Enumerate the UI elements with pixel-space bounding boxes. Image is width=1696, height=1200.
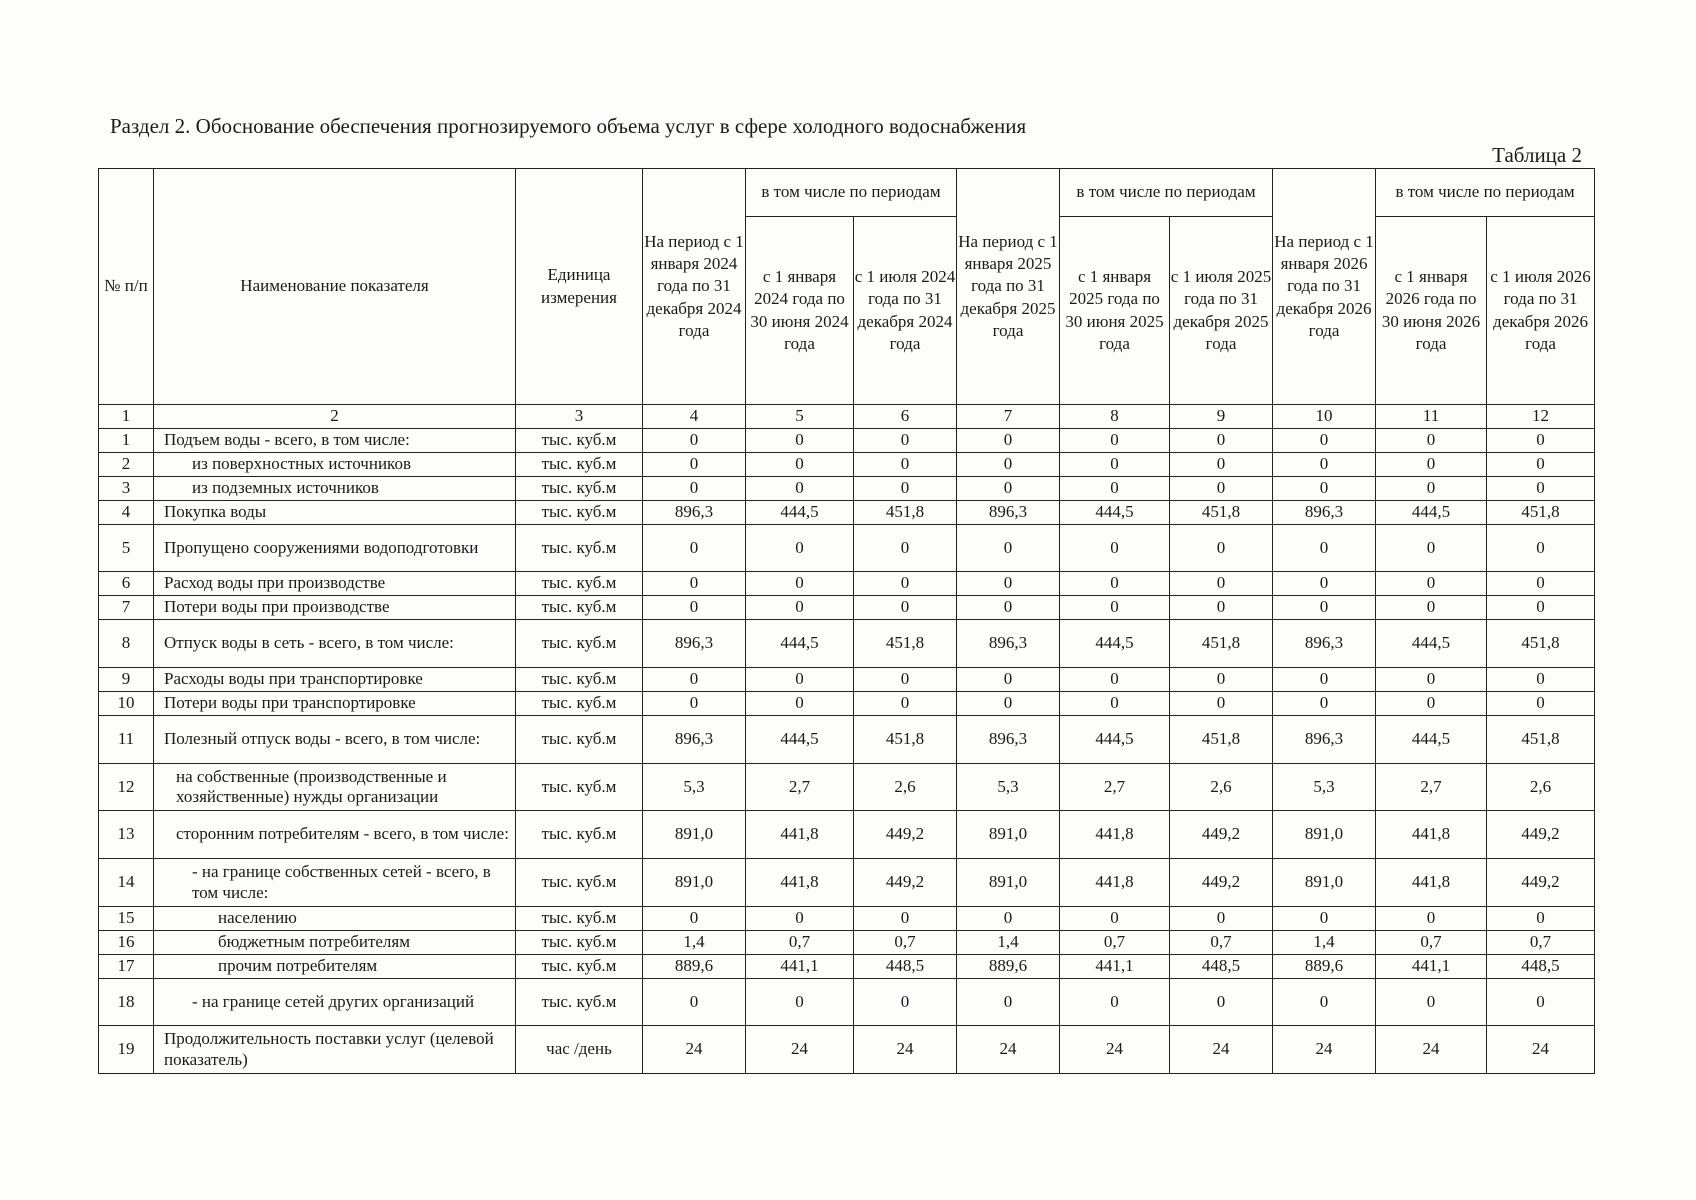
- value-cell: 0: [957, 596, 1060, 620]
- header-period-2025: На период с 1 января 2025 года по 31 декабря 2025 года: [957, 169, 1060, 405]
- value-cell: 0: [643, 572, 746, 596]
- unit: тыс. куб.м: [516, 453, 643, 477]
- indicator-name: Полезный отпуск воды - всего, в том числе:: [154, 716, 516, 764]
- value-cell: 24: [1170, 1026, 1273, 1074]
- value-cell: 441,8: [746, 859, 854, 907]
- row-number: 5: [99, 525, 154, 572]
- value-cell: 0: [1060, 429, 1170, 453]
- header-incl-periods-2024: в том числе по периодам: [746, 169, 957, 217]
- row-number: 14: [99, 859, 154, 907]
- value-cell: 0: [1170, 429, 1273, 453]
- value-cell: 24: [1487, 1026, 1595, 1074]
- value-cell: 0: [1273, 525, 1376, 572]
- value-cell: 5,3: [643, 764, 746, 811]
- value-cell: 0: [643, 477, 746, 501]
- header-period-2026: На период с 1 января 2026 года по 31 декабря 2026 года: [1273, 169, 1376, 405]
- unit: час /день: [516, 1026, 643, 1074]
- indicator-name: на собственные (производственные и хозяйственные) нужды организации: [154, 764, 516, 811]
- value-cell: 889,6: [957, 955, 1060, 979]
- value-cell: 896,3: [1273, 716, 1376, 764]
- value-cell: 444,5: [746, 716, 854, 764]
- unit: тыс. куб.м: [516, 620, 643, 668]
- value-cell: 441,1: [1376, 955, 1487, 979]
- table-row: [99, 620, 1595, 668]
- value-cell: 0,7: [1170, 931, 1273, 955]
- table-row: [99, 811, 1595, 859]
- indicator-name: - на границе сетей других организаций: [154, 979, 516, 1026]
- value-cell: 0: [854, 525, 957, 572]
- value-cell: 0: [957, 692, 1060, 716]
- row-number: 12: [99, 764, 154, 811]
- row-number: 1: [99, 429, 154, 453]
- indicator-name: населению: [154, 907, 516, 931]
- indicator-name: бюджетным потребителям: [154, 931, 516, 955]
- value-cell: 0: [957, 453, 1060, 477]
- value-cell: 449,2: [1487, 859, 1595, 907]
- indicator-name: прочим потребителям: [154, 955, 516, 979]
- value-cell: 0: [1487, 979, 1595, 1026]
- value-cell: 0: [1170, 668, 1273, 692]
- value-cell: 0: [854, 979, 957, 1026]
- value-cell: 0: [1487, 572, 1595, 596]
- value-cell: 0: [957, 429, 1060, 453]
- value-cell: 0: [1376, 979, 1487, 1026]
- value-cell: 0: [854, 668, 957, 692]
- value-cell: 451,8: [1170, 501, 1273, 525]
- value-cell: 0: [854, 477, 957, 501]
- value-cell: 891,0: [1273, 811, 1376, 859]
- value-cell: 0: [1376, 453, 1487, 477]
- indicator-name: Продолжительность поставки услуг (целевой показатель): [154, 1026, 516, 1074]
- value-cell: 891,0: [643, 811, 746, 859]
- indicator-name: Расходы воды при транспортировке: [154, 668, 516, 692]
- value-cell: 0: [1273, 477, 1376, 501]
- header-period-2024: На период с 1 января 2024 года по 31 декабря 2024 года: [643, 169, 746, 405]
- col-number: 10: [1273, 405, 1376, 429]
- value-cell: 0: [957, 979, 1060, 1026]
- value-cell: 891,0: [957, 859, 1060, 907]
- value-cell: 0: [746, 525, 854, 572]
- unit: тыс. куб.м: [516, 596, 643, 620]
- value-cell: 0: [854, 572, 957, 596]
- value-cell: 2,7: [746, 764, 854, 811]
- header-unit: Единица измерения: [516, 169, 643, 405]
- unit: тыс. куб.м: [516, 955, 643, 979]
- value-cell: 0: [1060, 572, 1170, 596]
- value-cell: 0: [643, 668, 746, 692]
- value-cell: 449,2: [854, 811, 957, 859]
- value-cell: 2,6: [1170, 764, 1273, 811]
- value-cell: 896,3: [643, 501, 746, 525]
- value-cell: 0: [746, 572, 854, 596]
- row-number: 19: [99, 1026, 154, 1074]
- value-cell: 2,7: [1376, 764, 1487, 811]
- table-row: [99, 525, 1595, 572]
- value-cell: 896,3: [643, 620, 746, 668]
- value-cell: 441,8: [746, 811, 854, 859]
- row-number: 15: [99, 907, 154, 931]
- value-cell: 896,3: [957, 501, 1060, 525]
- unit: тыс. куб.м: [516, 811, 643, 859]
- value-cell: 0: [1273, 453, 1376, 477]
- value-cell: 0: [1060, 692, 1170, 716]
- table-label: Таблица 2: [1492, 143, 1582, 167]
- value-cell: 0: [643, 596, 746, 620]
- header-name: Наименование показателя: [154, 169, 516, 405]
- row-number: 7: [99, 596, 154, 620]
- value-cell: 0: [1273, 979, 1376, 1026]
- header-h1-2024: с 1 января 2024 года по 30 июня 2024 года: [746, 217, 854, 405]
- value-cell: 0: [957, 572, 1060, 596]
- value-cell: 5,3: [957, 764, 1060, 811]
- row-number: 18: [99, 979, 154, 1026]
- col-number: 7: [957, 405, 1060, 429]
- value-cell: 0: [643, 907, 746, 931]
- value-cell: 0: [1273, 668, 1376, 692]
- value-cell: 0: [1487, 453, 1595, 477]
- value-cell: 0: [746, 453, 854, 477]
- value-cell: 0: [746, 907, 854, 931]
- value-cell: 24: [854, 1026, 957, 1074]
- value-cell: 0: [746, 477, 854, 501]
- value-cell: 2,7: [1060, 764, 1170, 811]
- value-cell: 0,7: [854, 931, 957, 955]
- header-incl-periods-2025: в том числе по периодам: [1060, 169, 1273, 217]
- table-row: [99, 764, 1595, 811]
- value-cell: 896,3: [643, 716, 746, 764]
- table-row: [99, 859, 1595, 907]
- indicator-name: Подъем воды - всего, в том числе:: [154, 429, 516, 453]
- value-cell: 451,8: [1487, 501, 1595, 525]
- value-cell: 449,2: [854, 859, 957, 907]
- table-row: [99, 1026, 1595, 1074]
- value-cell: 0: [1487, 692, 1595, 716]
- value-cell: 448,5: [1487, 955, 1595, 979]
- value-cell: 896,3: [1273, 501, 1376, 525]
- value-cell: 0: [643, 525, 746, 572]
- table-row: [99, 572, 1595, 596]
- value-cell: 0: [1060, 477, 1170, 501]
- water-supply-table: [98, 168, 1595, 1074]
- value-cell: 0: [1060, 907, 1170, 931]
- value-cell: 451,8: [854, 716, 957, 764]
- value-cell: 0: [854, 907, 957, 931]
- unit: тыс. куб.м: [516, 477, 643, 501]
- value-cell: 0: [1376, 429, 1487, 453]
- table-row: [99, 596, 1595, 620]
- value-cell: 891,0: [957, 811, 1060, 859]
- value-cell: 0: [1170, 907, 1273, 931]
- row-number: 3: [99, 477, 154, 501]
- header-h2-2025: с 1 июля 2025 года по 31 декабря 2025 года: [1170, 217, 1273, 405]
- value-cell: 2,6: [854, 764, 957, 811]
- value-cell: 0,7: [1060, 931, 1170, 955]
- value-cell: 441,8: [1376, 859, 1487, 907]
- table-row: [99, 501, 1595, 525]
- value-cell: 0: [1487, 668, 1595, 692]
- unit: тыс. куб.м: [516, 501, 643, 525]
- row-number: 2: [99, 453, 154, 477]
- indicator-name: Потери воды при производстве: [154, 596, 516, 620]
- col-number: 3: [516, 405, 643, 429]
- value-cell: 1,4: [957, 931, 1060, 955]
- value-cell: 0: [1273, 692, 1376, 716]
- section-title: Раздел 2. Обоснование обеспечения прогнозируемого объема услуг в сфере холодного водоснабжения: [110, 114, 1027, 138]
- col-number: 2: [154, 405, 516, 429]
- unit: тыс. куб.м: [516, 859, 643, 907]
- table-row: [99, 429, 1595, 453]
- value-cell: 444,5: [1060, 620, 1170, 668]
- value-cell: 24: [1376, 1026, 1487, 1074]
- value-cell: 0: [854, 429, 957, 453]
- value-cell: 444,5: [746, 620, 854, 668]
- value-cell: 0: [957, 477, 1060, 501]
- value-cell: 441,8: [1060, 811, 1170, 859]
- value-cell: 24: [643, 1026, 746, 1074]
- value-cell: 0: [1273, 429, 1376, 453]
- column-number-row: [99, 405, 1595, 429]
- header-incl-periods-2026: в том числе по периодам: [1376, 169, 1595, 217]
- value-cell: 444,5: [1060, 716, 1170, 764]
- row-number: 10: [99, 692, 154, 716]
- value-cell: 5,3: [1273, 764, 1376, 811]
- value-cell: 0,7: [1487, 931, 1595, 955]
- value-cell: 889,6: [1273, 955, 1376, 979]
- col-number: 6: [854, 405, 957, 429]
- value-cell: 0: [1060, 668, 1170, 692]
- value-cell: 0: [746, 596, 854, 620]
- value-cell: 444,5: [1376, 501, 1487, 525]
- value-cell: 0: [1060, 979, 1170, 1026]
- value-cell: 0: [1376, 525, 1487, 572]
- value-cell: 24: [746, 1026, 854, 1074]
- row-number: 16: [99, 931, 154, 955]
- value-cell: 0: [1376, 668, 1487, 692]
- unit: тыс. куб.м: [516, 525, 643, 572]
- row-number: 9: [99, 668, 154, 692]
- table-row: [99, 979, 1595, 1026]
- indicator-name: из подземных источников: [154, 477, 516, 501]
- value-cell: 451,8: [1170, 620, 1273, 668]
- value-cell: 0: [1060, 525, 1170, 572]
- value-cell: 0: [1170, 692, 1273, 716]
- value-cell: 0: [643, 453, 746, 477]
- value-cell: 0: [854, 692, 957, 716]
- value-cell: 451,8: [1487, 620, 1595, 668]
- indicator-name: из поверхностных источников: [154, 453, 516, 477]
- value-cell: 1,4: [1273, 931, 1376, 955]
- value-cell: 441,8: [1376, 811, 1487, 859]
- value-cell: 449,2: [1170, 859, 1273, 907]
- table-row: [99, 907, 1595, 931]
- unit: тыс. куб.м: [516, 979, 643, 1026]
- value-cell: 0: [1170, 477, 1273, 501]
- value-cell: 441,8: [1060, 859, 1170, 907]
- value-cell: 896,3: [1273, 620, 1376, 668]
- unit: тыс. куб.м: [516, 716, 643, 764]
- value-cell: 0: [854, 453, 957, 477]
- value-cell: 0: [1376, 692, 1487, 716]
- value-cell: 0: [1273, 907, 1376, 931]
- value-cell: 889,6: [643, 955, 746, 979]
- value-cell: 0: [1170, 525, 1273, 572]
- col-number: 9: [1170, 405, 1273, 429]
- value-cell: 444,5: [1060, 501, 1170, 525]
- value-cell: 24: [1060, 1026, 1170, 1074]
- header-num: № п/п: [99, 169, 154, 405]
- col-number: 4: [643, 405, 746, 429]
- value-cell: 891,0: [643, 859, 746, 907]
- value-cell: 0: [1376, 907, 1487, 931]
- indicator-name: Расход воды при производстве: [154, 572, 516, 596]
- value-cell: 0: [1273, 572, 1376, 596]
- unit: тыс. куб.м: [516, 764, 643, 811]
- value-cell: 0: [854, 596, 957, 620]
- table-row: [99, 716, 1595, 764]
- header-h1-2025: с 1 января 2025 года по 30 июня 2025 года: [1060, 217, 1170, 405]
- value-cell: 24: [957, 1026, 1060, 1074]
- value-cell: 0,7: [746, 931, 854, 955]
- value-cell: 0: [643, 429, 746, 453]
- value-cell: 0: [643, 692, 746, 716]
- value-cell: 0: [957, 907, 1060, 931]
- col-number: 11: [1376, 405, 1487, 429]
- value-cell: 0: [643, 979, 746, 1026]
- header-h2-2024: с 1 июля 2024 года по 31 декабря 2024 года: [854, 217, 957, 405]
- unit: тыс. куб.м: [516, 907, 643, 931]
- col-number: 8: [1060, 405, 1170, 429]
- value-cell: 0: [1060, 596, 1170, 620]
- value-cell: 0: [1376, 596, 1487, 620]
- row-number: 6: [99, 572, 154, 596]
- table-row: [99, 668, 1595, 692]
- value-cell: 0: [1273, 596, 1376, 620]
- value-cell: 451,8: [854, 501, 957, 525]
- value-cell: 0: [746, 668, 854, 692]
- value-cell: 24: [1273, 1026, 1376, 1074]
- table-row: [99, 477, 1595, 501]
- value-cell: 0: [1487, 525, 1595, 572]
- value-cell: 449,2: [1487, 811, 1595, 859]
- value-cell: 444,5: [746, 501, 854, 525]
- value-cell: 0: [1376, 477, 1487, 501]
- unit: тыс. куб.м: [516, 572, 643, 596]
- value-cell: 0: [1487, 429, 1595, 453]
- col-number: 12: [1487, 405, 1595, 429]
- value-cell: 1,4: [643, 931, 746, 955]
- value-cell: 0: [746, 692, 854, 716]
- table-row: [99, 692, 1595, 716]
- unit: тыс. куб.м: [516, 931, 643, 955]
- table-row: [99, 453, 1595, 477]
- value-cell: 891,0: [1273, 859, 1376, 907]
- unit: тыс. куб.м: [516, 429, 643, 453]
- value-cell: 441,1: [1060, 955, 1170, 979]
- value-cell: 896,3: [957, 620, 1060, 668]
- row-number: 13: [99, 811, 154, 859]
- col-number: 1: [99, 405, 154, 429]
- table-row: [99, 931, 1595, 955]
- col-number: 5: [746, 405, 854, 429]
- value-cell: 0: [1170, 572, 1273, 596]
- value-cell: 0: [1170, 979, 1273, 1026]
- table-row: [99, 955, 1595, 979]
- value-cell: 0: [1487, 907, 1595, 931]
- value-cell: 448,5: [854, 955, 957, 979]
- value-cell: 451,8: [854, 620, 957, 668]
- row-number: 8: [99, 620, 154, 668]
- indicator-name: - на границе собственных сетей - всего, в том числе:: [154, 859, 516, 907]
- indicator-name: сторонним потребителям - всего, в том числе:: [154, 811, 516, 859]
- value-cell: 896,3: [957, 716, 1060, 764]
- row-number: 17: [99, 955, 154, 979]
- value-cell: 451,8: [1170, 716, 1273, 764]
- row-number: 4: [99, 501, 154, 525]
- value-cell: 2,6: [1487, 764, 1595, 811]
- indicator-name: Покупка воды: [154, 501, 516, 525]
- value-cell: 448,5: [1170, 955, 1273, 979]
- value-cell: 0: [1170, 453, 1273, 477]
- value-cell: 444,5: [1376, 620, 1487, 668]
- indicator-name: Отпуск воды в сеть - всего, в том числе:: [154, 620, 516, 668]
- value-cell: 444,5: [1376, 716, 1487, 764]
- value-cell: 451,8: [1487, 716, 1595, 764]
- value-cell: 0: [1487, 477, 1595, 501]
- row-number: 11: [99, 716, 154, 764]
- unit: тыс. куб.м: [516, 692, 643, 716]
- indicator-name: Потери воды при транспортировке: [154, 692, 516, 716]
- unit: тыс. куб.м: [516, 668, 643, 692]
- value-cell: 0: [957, 668, 1060, 692]
- value-cell: 449,2: [1170, 811, 1273, 859]
- value-cell: 0: [746, 979, 854, 1026]
- indicator-name: Пропущено сооружениями водоподготовки: [154, 525, 516, 572]
- header-h2-2026: с 1 июля 2026 года по 31 декабря 2026 года: [1487, 217, 1595, 405]
- value-cell: 0: [1170, 596, 1273, 620]
- value-cell: 0: [957, 525, 1060, 572]
- value-cell: 0: [1376, 572, 1487, 596]
- value-cell: 0: [1060, 453, 1170, 477]
- value-cell: 0: [1487, 596, 1595, 620]
- value-cell: 0,7: [1376, 931, 1487, 955]
- header-h1-2026: с 1 января 2026 года по 30 июня 2026 года: [1376, 217, 1487, 405]
- value-cell: 0: [746, 429, 854, 453]
- value-cell: 441,1: [746, 955, 854, 979]
